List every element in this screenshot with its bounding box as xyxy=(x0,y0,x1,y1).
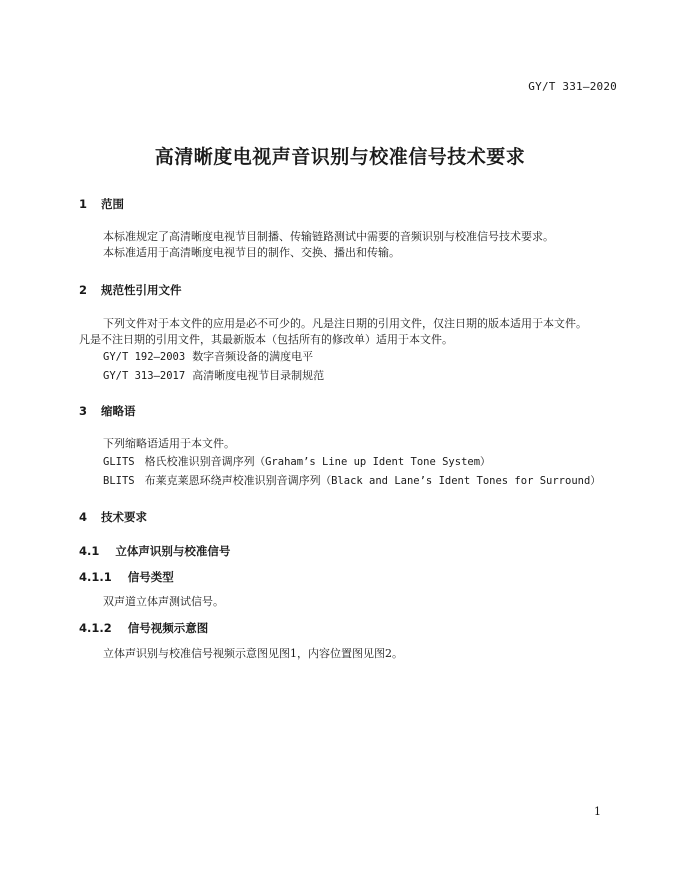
reference-code: GY/T 313—2017 xyxy=(103,370,186,382)
section-title: 技术要求 xyxy=(101,510,148,524)
section-1-heading xyxy=(79,196,124,212)
section-number: 2 xyxy=(79,283,88,297)
reference-item xyxy=(103,368,324,384)
references-paragraph-line-1: 下列文件对于本文件的应用是必不可少的。凡是注日期的引用文件，仅注日期的版本适用于本文件。 xyxy=(103,317,587,330)
abbreviation-term: BLITS xyxy=(103,475,135,487)
abbreviation-cn: 格氏校准识别音调序列 xyxy=(144,455,255,468)
abbreviations-intro: 下列缩略语适用于本文件。 xyxy=(103,437,235,450)
section-number: 1 xyxy=(79,197,88,211)
section-3-heading xyxy=(79,403,136,419)
reference-item xyxy=(103,349,313,365)
subsection-title: 信号类型 xyxy=(127,570,174,584)
subsection-4-1-1-text: 双声道立体声测试信号。 xyxy=(103,595,224,608)
standard-code: GY/T 331—2020 xyxy=(528,80,617,93)
section-4-heading xyxy=(79,509,147,525)
subsection-4-1-1-heading xyxy=(79,569,174,585)
subsection-4-1-heading xyxy=(79,543,230,559)
abbreviation-en: （Black and Lane’s Ident Tones for Surround） xyxy=(320,475,601,487)
abbreviation-item xyxy=(103,454,491,470)
abbreviation-en: （Graham’s Line up Ident Tone System） xyxy=(254,456,491,468)
document-title: 高清晰度电视声音识别与校准信号技术要求 xyxy=(154,146,526,168)
section-2-heading xyxy=(79,282,182,298)
subsection-number: 4.1.1 xyxy=(79,570,112,584)
section-number: 3 xyxy=(79,404,88,418)
page-number: 1 xyxy=(594,805,601,818)
subsection-4-1-2-heading xyxy=(79,620,208,636)
section-title: 范围 xyxy=(101,197,125,211)
references-paragraph-line-2: 凡是不注日期的引用文件，其最新版本（包括所有的修改单）适用于本文件。 xyxy=(79,333,453,346)
reference-title: 高清晰度电视节目录制规范 xyxy=(192,369,325,382)
subsection-number: 4.1.2 xyxy=(79,621,112,635)
subsection-title: 信号视频示意图 xyxy=(127,621,209,635)
section-title: 缩略语 xyxy=(101,404,136,418)
reference-code: GY/T 192—2003 xyxy=(103,351,186,363)
abbreviation-cn: 布莱克莱恩环绕声校准识别音调序列 xyxy=(144,474,321,487)
subsection-4-1-2-text: 立体声识别与校准信号视频示意图见图1，内容位置图见图2。 xyxy=(103,647,403,660)
abbreviation-item xyxy=(103,473,601,489)
abbreviation-term: GLITS xyxy=(103,456,135,468)
section-number: 4 xyxy=(79,510,88,524)
subsection-title: 立体声识别与校准信号 xyxy=(115,544,231,558)
scope-paragraph-2: 本标准适用于高清晰度电视节目的制作、交换、播出和传输。 xyxy=(103,246,400,259)
section-title: 规范性引用文件 xyxy=(101,283,182,297)
subsection-number: 4.1 xyxy=(79,544,100,558)
reference-title: 数字音频设备的满度电平 xyxy=(192,350,314,363)
scope-paragraph-1: 本标准规定了高清晰度电视节目制播、传输链路测试中需要的音频识别与校准信号技术要求。 xyxy=(103,230,554,243)
